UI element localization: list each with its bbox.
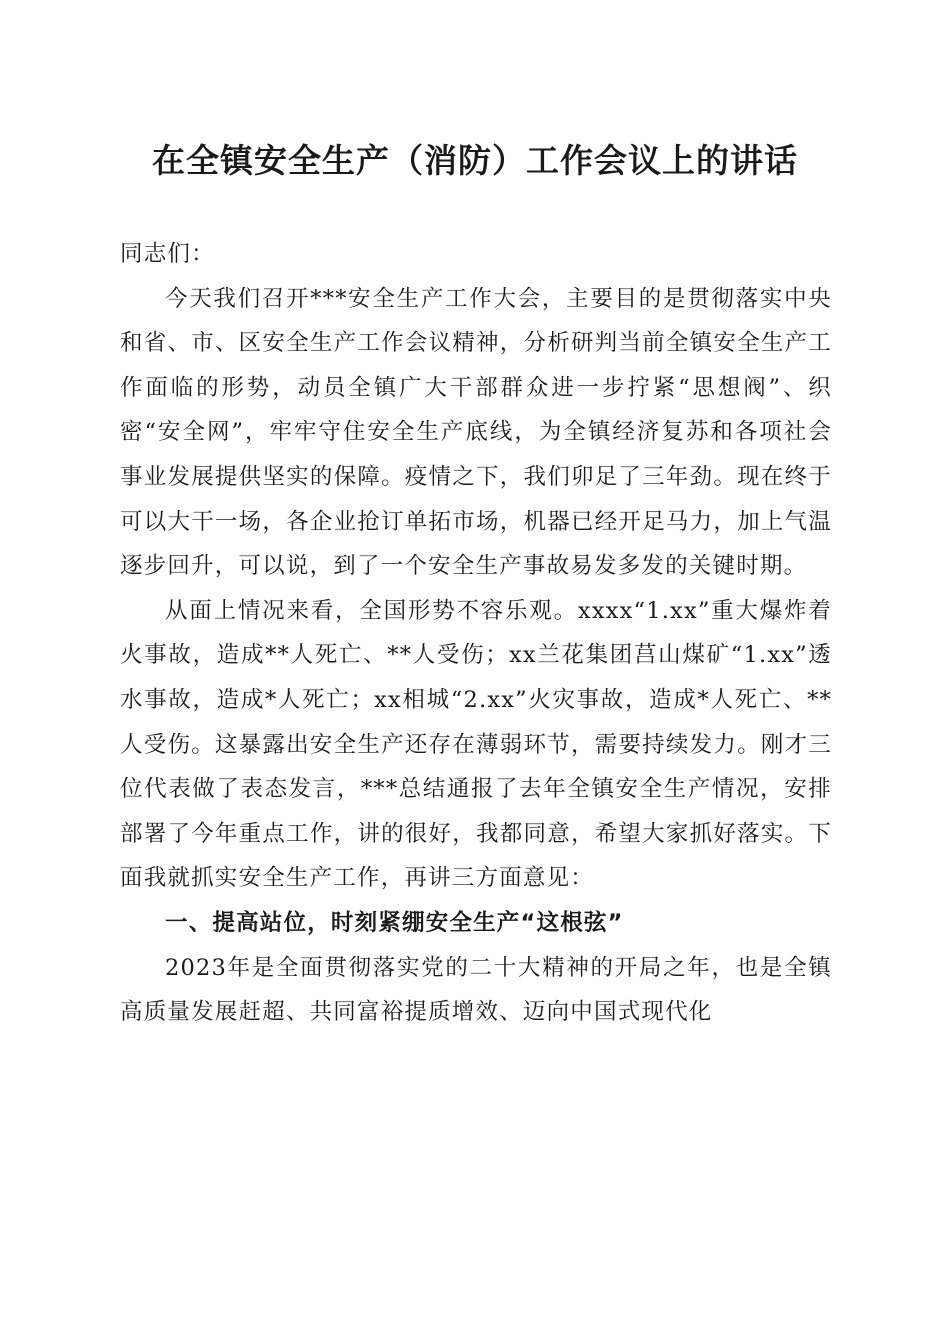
salutation: 同志们： bbox=[120, 241, 215, 267]
paragraph-2: 从面上情况来看，全国形势不容乐观。xxxx“1.xx”重大爆炸着火事故，造成**人死亡、**人受伤；xx兰花集团莒山煤矿“1.xx”透水事故，造成*人死亡；xx相城“2.xx”火灾事故，造成*人死亡、**人受伤。这暴露出安全生产还存在薄弱环节，需要持续发力。刚才三位代表做了表态发言，***总结通报了去年全镇安全生产情况，安排部署了今年重点工作，讲的很好，我都同意，希望大家抓好落实。下面我就抓实安全生产工作，再讲三方面意见： bbox=[120, 597, 832, 892]
document-title: 在全镇安全生产（消防）工作会议上的讲话 bbox=[152, 141, 798, 180]
section-heading: 一、提高站位，时刻紧绷安全生产“这根弦” bbox=[165, 909, 624, 936]
paragraph-1: 今天我们召开***安全生产工作大会，主要目的是贯彻落实中央和省、市、区安全生产工作会议精神，分析研判当前全镇安全生产工作面临的形势，动员全镇广大干部群众进一步拧紧“思想阀”、织密“安全网”，牢牢守住安全生产底线，为全镇经济复苏和各项社会事业发展提供坚实的保障。疫情之下，我们卯足了三年劲。现在终于可以大干一场，各企业抢订单拓市场，机器已经开足马力，加上气温逐步回升，可以说，到了一个安全生产事故易发多发的关键时期。 bbox=[120, 285, 832, 580]
document-body bbox=[120, 232, 832, 1035]
paragraph-3: 2023年是全面贯彻落实党的二十大精神的开局之年，也是全镇高质量发展赶超、共同富裕提质增效、迈向中国式现代化 bbox=[120, 954, 832, 1026]
